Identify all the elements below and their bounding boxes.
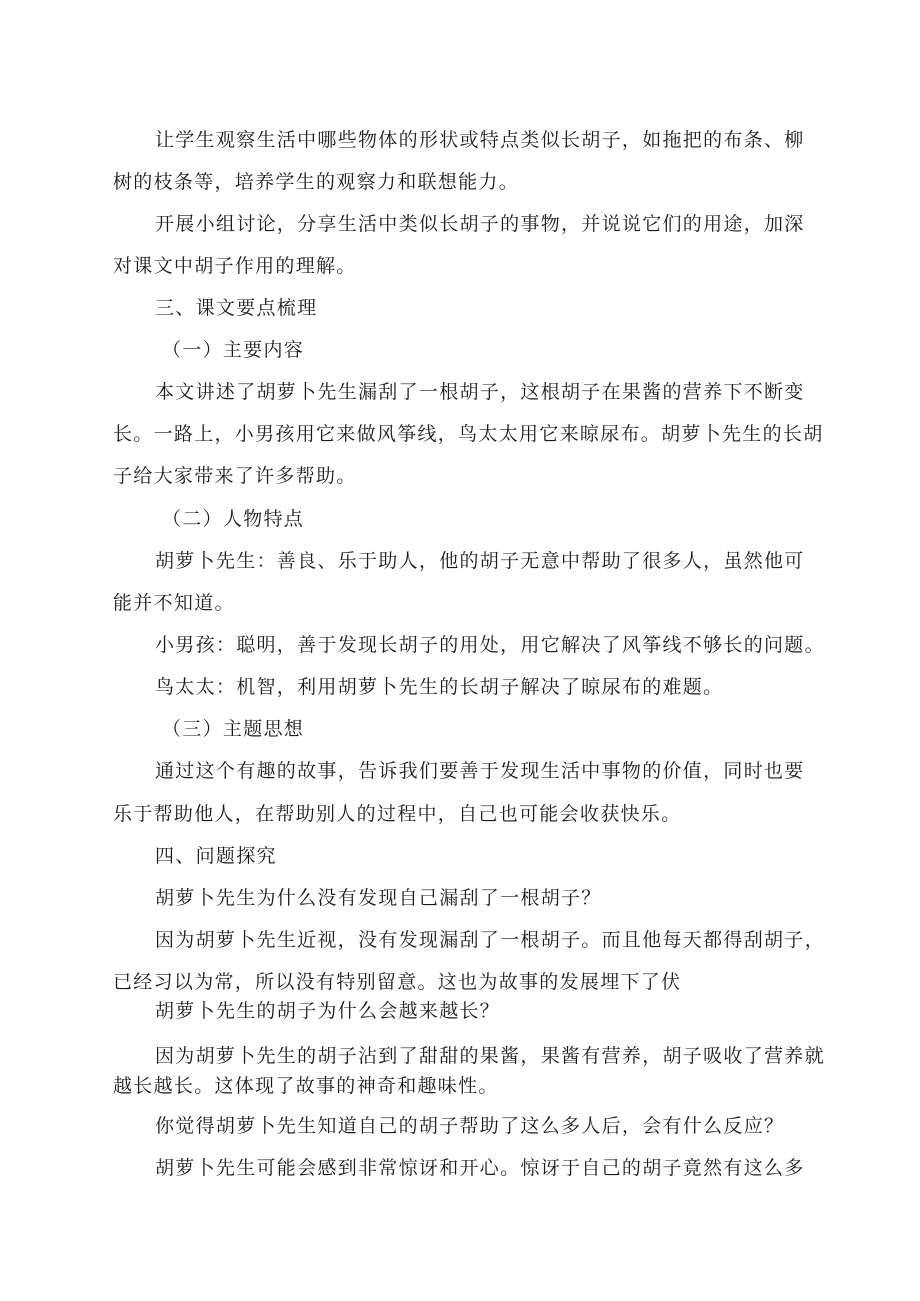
paragraph-line: 乐于帮助他人，在帮助别人的过程中，自己也可能会收获快乐。 bbox=[113, 803, 682, 825]
subsection-heading: （一）主要内容 bbox=[162, 339, 305, 361]
paragraph-line: 因为胡萝卜先生的胡子沾到了甜甜的果酱，果酱有营养，胡子吸收了营养就 bbox=[155, 1045, 825, 1067]
paragraph-line: 开展小组讨论，分享生活中类似长胡子的事物，并说说它们的用途，加深 bbox=[155, 213, 805, 235]
paragraph-line: 越长越长。这体现了故事的神奇和趣味性。 bbox=[113, 1075, 499, 1097]
section-heading: 三、课文要点梳理 bbox=[155, 297, 318, 319]
paragraph-line: 能并不知道。 bbox=[113, 592, 235, 614]
paragraph-line: 通过这个有趣的故事，告诉我们要善于发现生活中事物的价值，同时也要 bbox=[155, 760, 805, 782]
question-line: 你觉得胡萝卜先生知道自己的胡子帮助了这么多人后，会有什么反应？ bbox=[155, 1115, 785, 1137]
paragraph-line: 长。一路上，小男孩用它来做风筝线，鸟太太用它来晾尿布。胡萝卜先生的长胡 bbox=[113, 423, 824, 445]
subsection-heading: （三）主题思想 bbox=[162, 718, 305, 740]
paragraph-line: 让学生观察生活中哪些物体的形状或特点类似长胡子，如拖把的布条、柳 bbox=[155, 129, 805, 151]
paragraph-line: 因为胡萝卜先生近视，没有发现漏刮了一根胡子。而且他每天都得刮胡子， bbox=[155, 929, 825, 951]
paragraph-line: 鸟太太：机智，利用胡萝卜先生的长胡子解决了晾尿布的难题。 bbox=[155, 676, 724, 698]
paragraph-line: 对课文中胡子作用的理解。 bbox=[113, 255, 357, 277]
paragraph-line: 树的枝条等，培养学生的观察力和联想能力。 bbox=[113, 171, 520, 193]
paragraph-line: 本文讲述了胡萝卜先生漏刮了一根胡子，这根胡子在果酱的营养下不断变 bbox=[155, 381, 805, 403]
subsection-heading: （二）人物特点 bbox=[162, 508, 305, 530]
paragraph-line: 已经习以为常，所以没有特别留意。这也为故事的发展埋下了伏 bbox=[113, 971, 682, 993]
paragraph-line: 胡萝卜先生可能会感到非常惊讶和开心。惊讶于自己的胡子竟然有这么多 bbox=[155, 1157, 805, 1179]
question-line: 胡萝卜先生的胡子为什么会越来越长？ bbox=[155, 1000, 501, 1022]
paragraph-line: 胡萝卜先生：善良、乐于助人，他的胡子无意中帮助了很多人，虽然他可 bbox=[155, 550, 805, 572]
paragraph-line: 小男孩：聪明，善于发现长胡子的用处，用它解决了风筝线不够长的问题。 bbox=[155, 634, 825, 656]
question-line: 胡萝卜先生为什么没有发现自己漏刮了一根胡子？ bbox=[155, 887, 602, 909]
paragraph-line: 子给大家带来了许多帮助。 bbox=[113, 465, 357, 487]
section-heading: 四、问题探究 bbox=[155, 845, 277, 867]
